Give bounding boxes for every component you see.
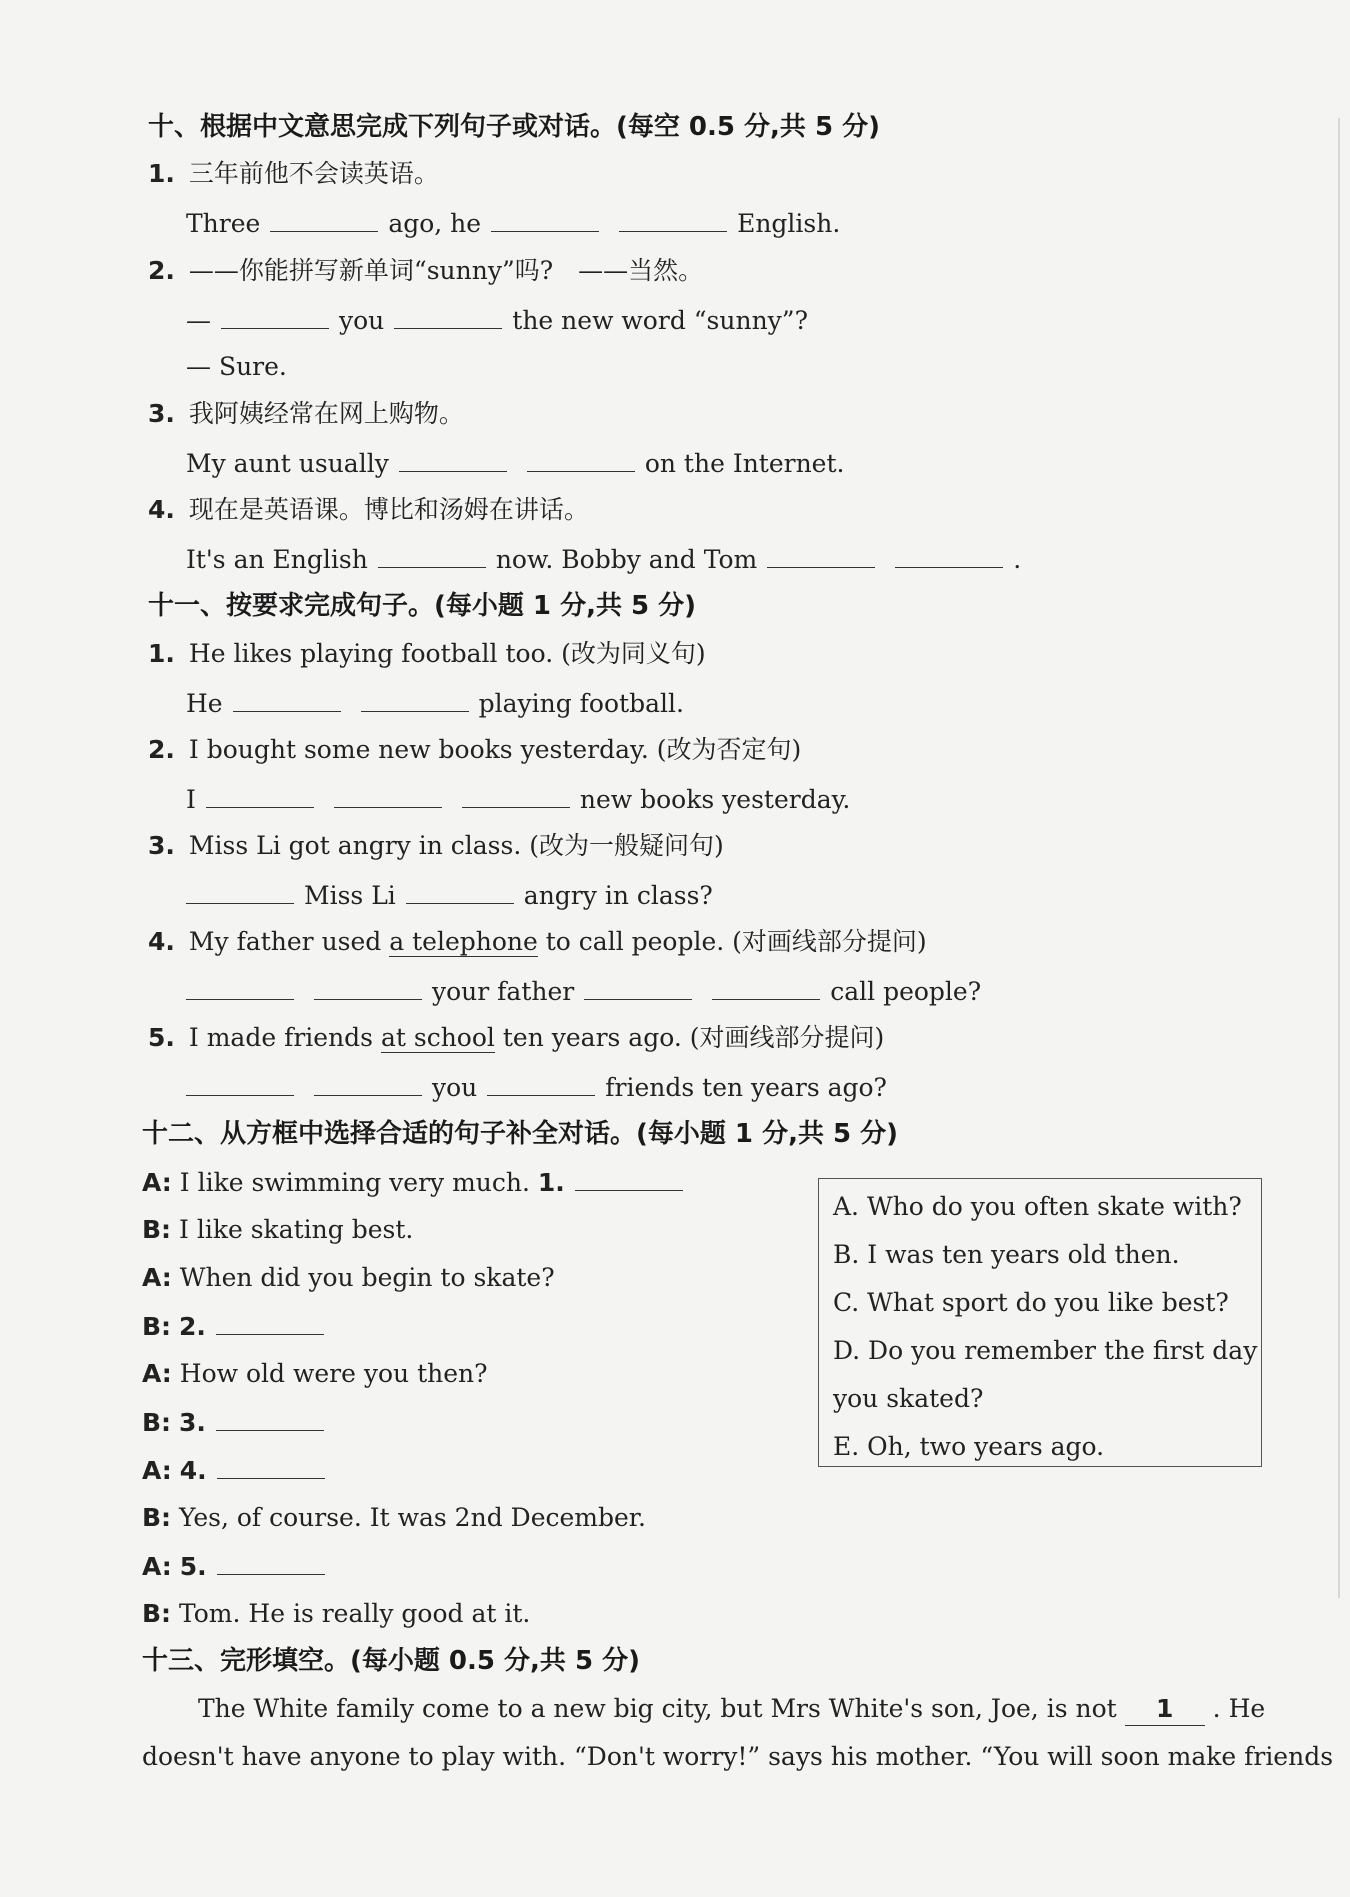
text: you <box>339 306 385 335</box>
text: angry in class? <box>523 881 713 910</box>
answer-blank[interactable] <box>206 783 314 808</box>
q-text: My father used <box>188 927 390 956</box>
q-number: 4. <box>148 495 175 524</box>
cloze-paragraph-line-2: doesn't have anyone to play with. “Don't worry!” says his mother. “You will soon make friends <box>142 1742 1334 1771</box>
text: My aunt usually <box>186 449 389 478</box>
text: now. Bobby and Tom <box>495 545 758 574</box>
s10-q4-prompt <box>148 494 589 526</box>
s10-q3-answer <box>186 447 844 480</box>
s11-q5-answer <box>176 1071 887 1104</box>
q-number: 3. <box>179 1408 206 1437</box>
q-text: to call people. (对画线部分提问) <box>537 927 927 956</box>
speaker-a: A: <box>142 1552 172 1581</box>
option-d-continued: you skated? <box>833 1384 984 1413</box>
underlined-phrase: a telephone <box>389 927 538 956</box>
s10-q4-answer <box>186 543 1021 576</box>
s10-q1-prompt <box>148 158 439 190</box>
q-text: 现在是英语课。博比和汤姆在讲话。 <box>188 495 589 524</box>
text: your father <box>432 977 575 1006</box>
s11-q1-answer <box>186 687 684 720</box>
text: . He <box>1212 1694 1266 1723</box>
dialogue-line-b5 <box>142 1598 530 1630</box>
text: . <box>1013 545 1022 574</box>
option-d: D. Do you remember the first day <box>833 1336 1258 1365</box>
underlined-phrase: at school <box>380 1023 495 1052</box>
answer-blank[interactable] <box>186 1071 294 1096</box>
speaker-b: B: <box>142 1312 172 1341</box>
dialogue-line-b4 <box>142 1502 646 1534</box>
cloze-paragraph-line-1 <box>198 1693 1265 1726</box>
answer-blank[interactable] <box>527 447 635 472</box>
q-number: 2. <box>179 1312 206 1341</box>
s10-q2-answer <box>186 304 808 337</box>
s10-q1-answer <box>186 207 840 240</box>
speaker-a: A: <box>142 1263 172 1292</box>
option-b: B. I was ten years old then. <box>833 1240 1180 1269</box>
q-number: 2. <box>148 735 175 764</box>
text: playing football. <box>478 689 684 718</box>
cloze-blank-1[interactable]: 1 <box>1125 1693 1205 1726</box>
s11-q5-prompt <box>148 1022 884 1054</box>
answer-blank[interactable] <box>406 879 514 904</box>
answer-blank[interactable] <box>233 687 341 712</box>
dialogue-line-b2 <box>142 1310 334 1343</box>
s11-q3-answer <box>176 879 713 912</box>
q-text: I made friends <box>188 1023 381 1052</box>
section-10-heading: 十、根据中文意思完成下列句子或对话。(每空 0.5 分,共 5 分) <box>148 112 880 142</box>
text: Miss Li <box>304 881 396 910</box>
q-number: 3. <box>148 399 175 428</box>
s11-q4-answer <box>176 975 981 1008</box>
text: Yes, of course. It was 2nd December. <box>179 1503 646 1532</box>
dialogue-line-a2 <box>142 1262 555 1294</box>
answer-blank[interactable] <box>186 879 294 904</box>
text: — <box>186 306 211 335</box>
s11-q3-prompt <box>148 830 724 862</box>
text: new books yesterday. <box>579 785 851 814</box>
option-e: E. Oh, two years ago. <box>833 1432 1105 1461</box>
answer-blank[interactable] <box>575 1166 683 1191</box>
answer-blank[interactable] <box>619 207 727 232</box>
answer-blank[interactable] <box>221 304 329 329</box>
text: When did you begin to skate? <box>179 1263 555 1292</box>
option-c: C. What sport do you like best? <box>833 1288 1229 1317</box>
speaker-b: B: <box>142 1503 172 1532</box>
q-number: 1. <box>148 639 175 668</box>
text: ago, he <box>388 209 482 238</box>
answer-blank[interactable] <box>314 1071 422 1096</box>
answer-blank[interactable] <box>462 783 570 808</box>
text: I <box>186 785 196 814</box>
speaker-a: A: <box>142 1168 172 1197</box>
q-number: 4. <box>148 927 175 956</box>
section-13-heading: 十三、完形填空。(每小题 0.5 分,共 5 分) <box>142 1646 640 1676</box>
text: call people? <box>830 977 982 1006</box>
s11-q2-prompt <box>148 734 801 766</box>
answer-blank[interactable] <box>399 447 507 472</box>
answer-blank[interactable] <box>314 975 422 1000</box>
dialogue-line-b1 <box>142 1214 413 1246</box>
answer-blank[interactable] <box>270 207 378 232</box>
q-number: 1. <box>148 159 175 188</box>
answer-blank[interactable] <box>216 1310 324 1335</box>
answer-blank[interactable] <box>767 543 875 568</box>
q-number: 5. <box>148 1023 175 1052</box>
answer-blank[interactable] <box>487 1071 595 1096</box>
text: English. <box>737 209 841 238</box>
q-text: ten years ago. (对画线部分提问) <box>494 1023 885 1052</box>
q-text: Miss Li got angry in class. (改为一般疑问句) <box>188 831 724 860</box>
answer-blank[interactable] <box>491 207 599 232</box>
speaker-b: B: <box>142 1599 172 1628</box>
text: the new word “sunny”? <box>512 306 808 335</box>
q-text: 三年前他不会读英语。 <box>188 159 439 188</box>
text: How old were you then? <box>179 1359 488 1388</box>
option-a: A. Who do you often skate with? <box>833 1192 1242 1221</box>
answer-blank[interactable] <box>217 1550 325 1575</box>
answer-blank[interactable] <box>216 1406 324 1431</box>
speaker-a: A: <box>142 1359 172 1388</box>
answer-blank[interactable] <box>186 975 294 1000</box>
text: It's an English <box>186 545 368 574</box>
s11-q4-prompt <box>148 926 927 958</box>
text: Three <box>186 209 261 238</box>
text: friends ten years ago? <box>605 1073 887 1102</box>
dialogue-line-a3 <box>142 1358 488 1390</box>
q-text: ——你能拼写新单词“sunny”吗? ——当然。 <box>188 256 704 285</box>
answer-blank[interactable] <box>394 304 502 329</box>
s10-q2-reply: — Sure. <box>186 352 287 381</box>
speaker-b: B: <box>142 1215 172 1244</box>
text: on the Internet. <box>644 449 845 478</box>
speaker-b: B: <box>142 1408 172 1437</box>
q-number: 3. <box>148 831 175 860</box>
s10-q3-prompt <box>148 398 464 430</box>
dialogue-line-a4 <box>142 1454 335 1487</box>
s11-q2-answer <box>186 783 850 816</box>
options-box <box>818 1178 1262 1467</box>
q-text: He likes playing football too. (改为同义句) <box>188 639 706 668</box>
text: The White family come to a new big city, but Mrs White's son, Joe, is not <box>198 1694 1117 1723</box>
answer-blank[interactable] <box>584 975 692 1000</box>
answer-blank[interactable] <box>895 543 1003 568</box>
answer-blank[interactable] <box>361 687 469 712</box>
section-11-heading: 十一、按要求完成句子。(每小题 1 分,共 5 分) <box>148 591 697 621</box>
q-number: 1. <box>537 1168 565 1197</box>
q-number: 4. <box>179 1456 207 1485</box>
answer-blank[interactable] <box>712 975 820 1000</box>
s10-q2-prompt <box>148 255 703 287</box>
text: I like swimming very much. <box>179 1168 530 1197</box>
q-text: 我阿姨经常在网上购物。 <box>188 399 464 428</box>
text: Tom. He is really good at it. <box>179 1599 531 1628</box>
section-12-heading: 十二、从方框中选择合适的句子补全对话。(每小题 1 分,共 5 分) <box>142 1119 899 1149</box>
q-number: 2. <box>148 256 175 285</box>
text: you <box>432 1073 478 1102</box>
q-number: 5. <box>179 1552 207 1581</box>
speaker-a: A: <box>142 1456 172 1485</box>
text: I like skating best. <box>179 1215 414 1244</box>
answer-blank[interactable] <box>378 543 486 568</box>
dialogue-line-a5 <box>142 1550 335 1583</box>
s11-q1-prompt <box>148 638 706 670</box>
answer-blank[interactable] <box>334 783 442 808</box>
answer-blank[interactable] <box>217 1454 325 1479</box>
dialogue-line-a1 <box>142 1166 693 1199</box>
dialogue-line-b3 <box>142 1406 334 1439</box>
text: He <box>186 689 223 718</box>
q-text: I bought some new books yesterday. (改为否定句) <box>188 735 802 764</box>
page-edge-divider <box>1338 118 1340 1598</box>
